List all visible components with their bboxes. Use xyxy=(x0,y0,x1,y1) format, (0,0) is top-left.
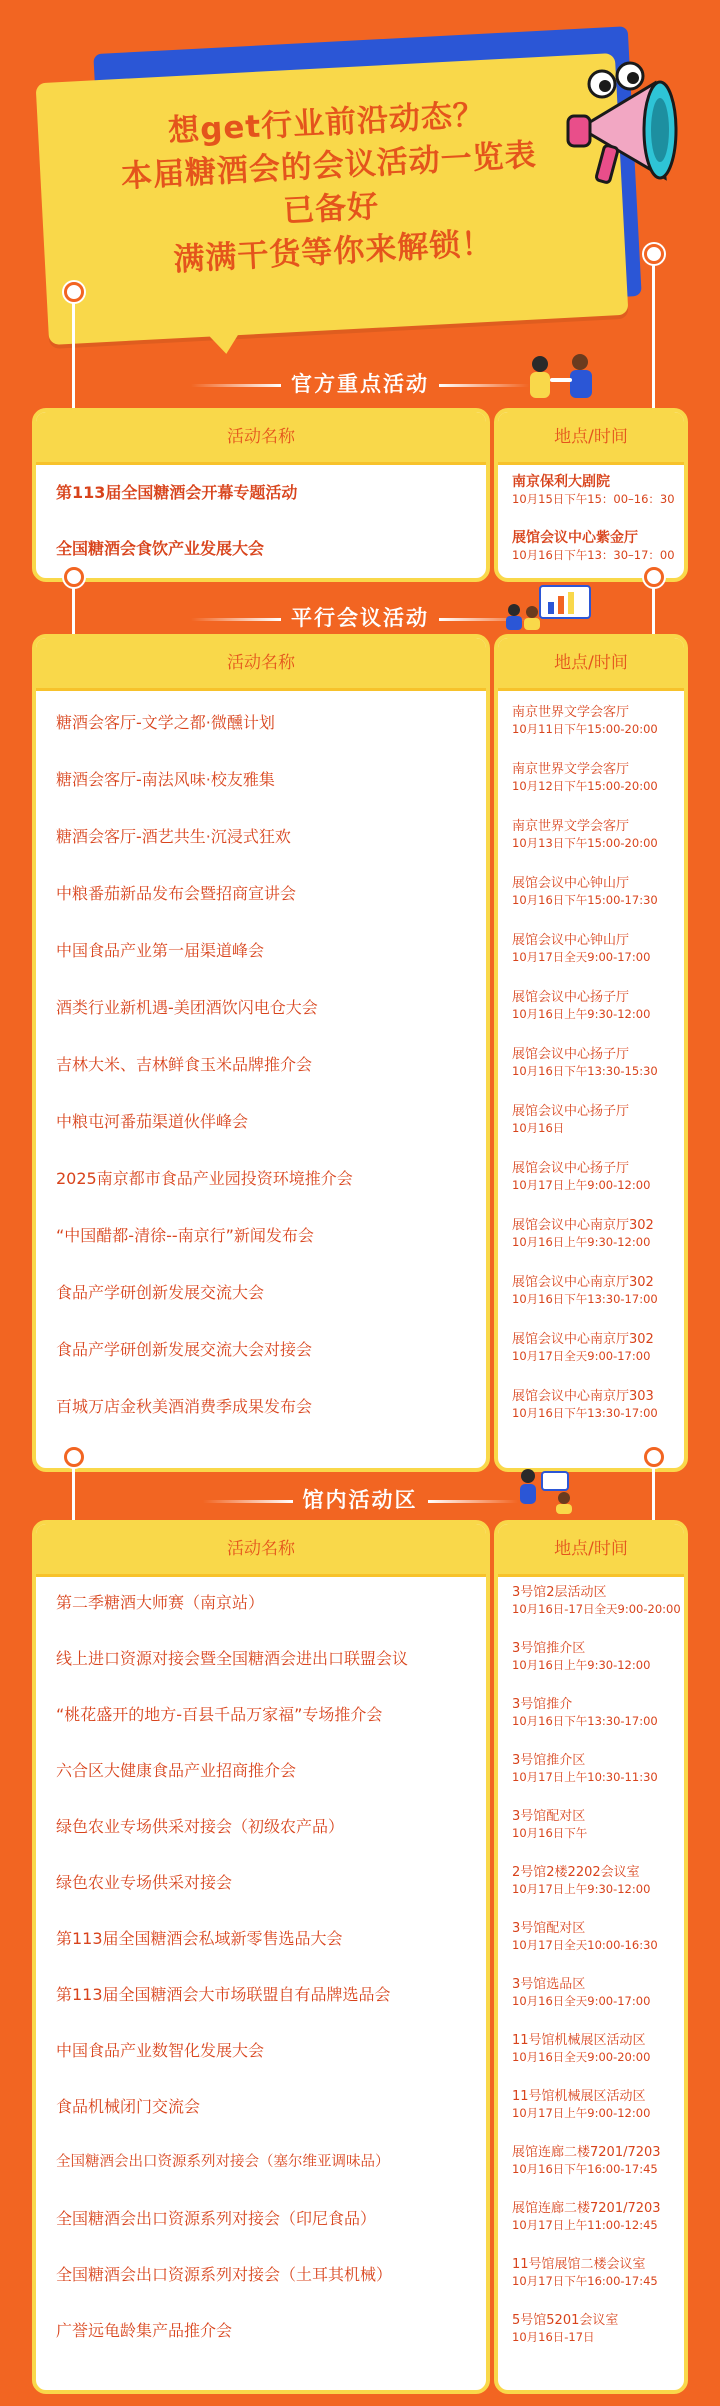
table-row: 糖酒会客厅-文学之都·微醺计划 xyxy=(56,713,275,732)
section-title-venue xyxy=(0,1484,720,1514)
pin-dot xyxy=(644,244,664,264)
parallel-name-panel xyxy=(32,634,490,1472)
table-row xyxy=(512,2032,682,2065)
official-place-panel xyxy=(494,408,688,582)
venue-name-panel xyxy=(32,1520,490,2394)
row-time: 10月16日下午 xyxy=(512,1826,588,1840)
row-place: 展馆连廊二楼7201/7203 xyxy=(512,2201,661,2216)
table-row xyxy=(512,474,682,507)
row-time: 10月16日下午13:30-17:00 xyxy=(512,1406,658,1420)
table-row: 食品产学研创新发展交流大会对接会 xyxy=(56,1340,313,1359)
row-place: 5号馆5201会议室 xyxy=(512,2313,619,2328)
hero-banner xyxy=(0,0,720,360)
table-row xyxy=(512,2088,682,2121)
row-time: 10月12日下午15:00-20:00 xyxy=(512,779,658,793)
pin-dot xyxy=(644,1447,664,1467)
row-place: 展馆会议中心扬子厅 xyxy=(512,1047,630,1062)
table-row: 中国食品产业第一届渠道峰会 xyxy=(56,941,265,960)
megaphone-icon xyxy=(560,58,690,198)
column-header-name: 活动名称 xyxy=(36,412,486,465)
row-time: 10月17日上午9:00-12:00 xyxy=(512,1178,651,1192)
column-header-place: 地点/时间 xyxy=(498,638,684,691)
row-time: 10月17日上午9:00-12:00 xyxy=(512,2106,651,2120)
row-place: 展馆连廊二楼7201/7203 xyxy=(512,2145,661,2160)
table-row: 第二季糖酒大师赛（南京站） xyxy=(56,1593,265,1612)
pin-dot xyxy=(64,567,84,587)
row-time: 10月16日下午15:00-17:30 xyxy=(512,893,658,907)
table-row xyxy=(512,2200,682,2233)
table-row: 中国食品产业数智化发展大会 xyxy=(56,2041,265,2060)
people-illustration-icon xyxy=(520,352,602,404)
table-row: 吉林大米、吉林鲜食玉米品牌推介会 xyxy=(56,1055,313,1074)
row-place: 南京世界文学会客厅 xyxy=(512,819,630,834)
table-row: 酒类行业新机遇-美团酒饮闪电仓大会 xyxy=(56,998,318,1017)
pin-dot xyxy=(64,1447,84,1467)
table-row: 食品产学研创新发展交流大会 xyxy=(56,1283,265,1302)
column-header-place: 地点/时间 xyxy=(498,1524,684,1577)
hero-bubble-tail xyxy=(188,307,260,358)
row-place: 展馆会议中心扬子厅 xyxy=(512,1161,630,1176)
row-place: 3号馆推介区 xyxy=(512,1641,586,1656)
row-time: 10月17日全天10:00-16:30 xyxy=(512,1938,658,1952)
row-time: 10月16日-17日全天9:00-20:00 xyxy=(512,1602,681,1616)
table-row xyxy=(512,818,682,851)
table-row xyxy=(512,1584,682,1617)
title-bar-right xyxy=(439,384,529,387)
table-row xyxy=(512,530,682,563)
people-illustration-icon xyxy=(506,1466,586,1516)
table-row xyxy=(512,1808,682,1841)
table-row xyxy=(512,1217,682,1250)
table-row: 糖酒会客厅-南法风味·校友雅集 xyxy=(56,770,275,789)
pin-dot xyxy=(644,567,664,587)
section-title-official xyxy=(0,368,720,398)
table-row: 第113届全国糖酒会大市场联盟自有品牌选品会 xyxy=(56,1985,391,2004)
table-row: 六合区大健康食品产业招商推介会 xyxy=(56,1761,297,1780)
table-row: 绿色农业专场供采对接会（初级农产品） xyxy=(56,1817,345,1836)
row-place: 11号馆机械展区活动区 xyxy=(512,2089,646,2104)
row-time: 10月17日上午10:30-11:30 xyxy=(512,1770,658,1784)
table-row xyxy=(512,875,682,908)
row-time: 10月16日上午9:30-12:00 xyxy=(512,1658,651,1672)
table-row: 全国糖酒会出口资源系列对接会（塞尔维亚调味品） xyxy=(56,2154,390,2170)
table-row xyxy=(512,1160,682,1193)
title-bar-right xyxy=(428,1500,518,1503)
row-place: 3号馆配对区 xyxy=(512,1921,586,1936)
table-row xyxy=(512,1752,682,1785)
hero-line-4: 满满干货等你来解锁！ xyxy=(172,225,495,279)
row-time: 10月11日下午15:00-20:00 xyxy=(512,722,658,736)
row-time: 10月17日下午16:00-17:45 xyxy=(512,2274,658,2288)
row-time: 10月16日上午9:30-12:00 xyxy=(512,1235,651,1249)
table-row xyxy=(512,1696,682,1729)
pin-dot xyxy=(64,282,84,302)
row-place: 3号馆选品区 xyxy=(512,1977,586,1992)
table-row xyxy=(512,1920,682,1953)
table-row xyxy=(512,1046,682,1079)
title-bar-left xyxy=(191,618,281,621)
title-bar-left xyxy=(203,1500,293,1503)
row-place: 南京世界文学会客厅 xyxy=(512,762,630,777)
column-header-place: 地点/时间 xyxy=(498,412,684,465)
table-row xyxy=(512,1103,682,1136)
table-row xyxy=(512,1640,682,1673)
row-time: 10月16日全天9:00-20:00 xyxy=(512,2050,651,2064)
table-row xyxy=(512,989,682,1022)
row-place: 11号馆展馆二楼会议室 xyxy=(512,2257,646,2272)
row-time: 10月17日全天9:00-17:00 xyxy=(512,950,651,964)
hero-line-3: 已备好 xyxy=(282,188,380,230)
row-time: 10月17日上午11:00-12:45 xyxy=(512,2218,658,2232)
row-place: 3号馆2层活动区 xyxy=(512,1585,607,1600)
table-row xyxy=(512,2256,682,2289)
row-place: 3号馆推介 xyxy=(512,1697,573,1712)
table-row xyxy=(512,1388,682,1421)
table-row xyxy=(512,2144,682,2177)
column-header-name: 活动名称 xyxy=(36,638,486,691)
title-bar-left xyxy=(191,384,281,387)
row-place: 南京保利大剧院 xyxy=(512,474,610,490)
table-row: 中粮屯河番茄渠道伙伴峰会 xyxy=(56,1112,249,1131)
row-time: 10月16日全天9:00-17:00 xyxy=(512,1994,651,2008)
hero-line-2: 本届糖酒会的会议活动一览表 xyxy=(120,137,538,195)
table-row: 广誉远龟龄集产品推介会 xyxy=(56,2321,233,2340)
row-time: 10月16日上午9:30-12:00 xyxy=(512,1007,651,1021)
row-place: 展馆会议中心扬子厅 xyxy=(512,990,630,1005)
table-row: 全国糖酒会出口资源系列对接会（土耳其机械） xyxy=(56,2265,393,2284)
row-place: 3号馆推介区 xyxy=(512,1753,586,1768)
row-place: 展馆会议中心钟山厅 xyxy=(512,876,630,891)
row-time: 10月16日下午13:30-17:00 xyxy=(512,1292,658,1306)
row-place: 展馆会议中心扬子厅 xyxy=(512,1104,630,1119)
parallel-place-panel xyxy=(494,634,688,1472)
table-row: 第113届全国糖酒会开幕专题活动 xyxy=(56,483,298,502)
table-row: 绿色农业专场供采对接会 xyxy=(56,1873,233,1892)
hero-line-1: 想get行业前沿动态？ xyxy=(167,96,486,150)
hero-headline xyxy=(66,89,594,288)
table-row: 中粮番茄新品发布会暨招商宣讲会 xyxy=(56,884,297,903)
table-row: 糖酒会客厅-酒艺共生·沉浸式狂欢 xyxy=(56,827,291,846)
row-time: 10月16日下午13:30-17:00 xyxy=(512,1714,658,1728)
row-time: 10月13日下午15:00-20:00 xyxy=(512,836,658,850)
row-place: 展馆会议中心钟山厅 xyxy=(512,933,630,948)
row-place: 展馆会议中心南京厅302 xyxy=(512,1218,654,1233)
row-time: 10月16日-17日 xyxy=(512,2330,595,2344)
row-place: 展馆会议中心南京厅302 xyxy=(512,1332,654,1347)
table-row: 食品机械闭门交流会 xyxy=(56,2097,201,2116)
row-place: 展馆会议中心紫金厅 xyxy=(512,530,638,546)
column-header-name: 活动名称 xyxy=(36,1524,486,1577)
row-place: 3号馆配对区 xyxy=(512,1809,586,1824)
table-row xyxy=(512,1976,682,2009)
table-row xyxy=(512,1274,682,1307)
row-time: 10月16日下午16:00-17:45 xyxy=(512,2162,658,2176)
table-row xyxy=(512,704,682,737)
table-row: 线上进口资源对接会暨全国糖酒会进出口联盟会议 xyxy=(56,1649,409,1668)
row-place: 11号馆机械展区活动区 xyxy=(512,2033,646,2048)
row-place: 展馆会议中心南京厅303 xyxy=(512,1389,654,1404)
row-time: 10月16日 xyxy=(512,1121,565,1135)
table-row: 2025南京都市食品产业园投资环境推介会 xyxy=(56,1169,353,1188)
table-row xyxy=(512,932,682,965)
table-row xyxy=(512,1864,682,1897)
table-row: “桃花盛开的地方-百县千品万家福”专场推介会 xyxy=(56,1705,383,1724)
official-name-panel xyxy=(32,408,490,582)
section-title-text: 馆内活动区 xyxy=(302,1488,418,1512)
table-row: 百城万店金秋美酒消费季成果发布会 xyxy=(56,1397,313,1416)
row-place: 2号馆2楼2202会议室 xyxy=(512,1865,640,1880)
row-place: 展馆会议中心南京厅302 xyxy=(512,1275,654,1290)
section-title-text: 官方重点活动 xyxy=(291,372,429,396)
table-row: 全国糖酒会出口资源系列对接会（印尼食品） xyxy=(56,2209,377,2228)
meeting-illustration-icon xyxy=(500,582,596,634)
table-row: 第113届全国糖酒会私域新零售选品大会 xyxy=(56,1929,343,1948)
row-time: 10月17日上午9:30-12:00 xyxy=(512,1882,651,1896)
section-title-parallel xyxy=(0,602,720,632)
section-title-text: 平行会议活动 xyxy=(291,606,429,630)
table-row: “中国醋都-清徐--南京行”新闻发布会 xyxy=(56,1226,314,1245)
row-time: 10月16日下午13:30-15:30 xyxy=(512,1064,658,1078)
venue-place-panel xyxy=(494,1520,688,2394)
row-time: 10月16日下午13：30–17：00 xyxy=(512,548,675,562)
row-time: 10月15日下午15：00–16：30 xyxy=(512,492,675,506)
table-row xyxy=(512,2312,682,2345)
table-row: 全国糖酒会食饮产业发展大会 xyxy=(56,539,265,558)
row-place: 南京世界文学会客厅 xyxy=(512,705,630,720)
table-row xyxy=(512,1331,682,1364)
table-row xyxy=(512,761,682,794)
row-time: 10月17日全天9:00-17:00 xyxy=(512,1349,651,1363)
